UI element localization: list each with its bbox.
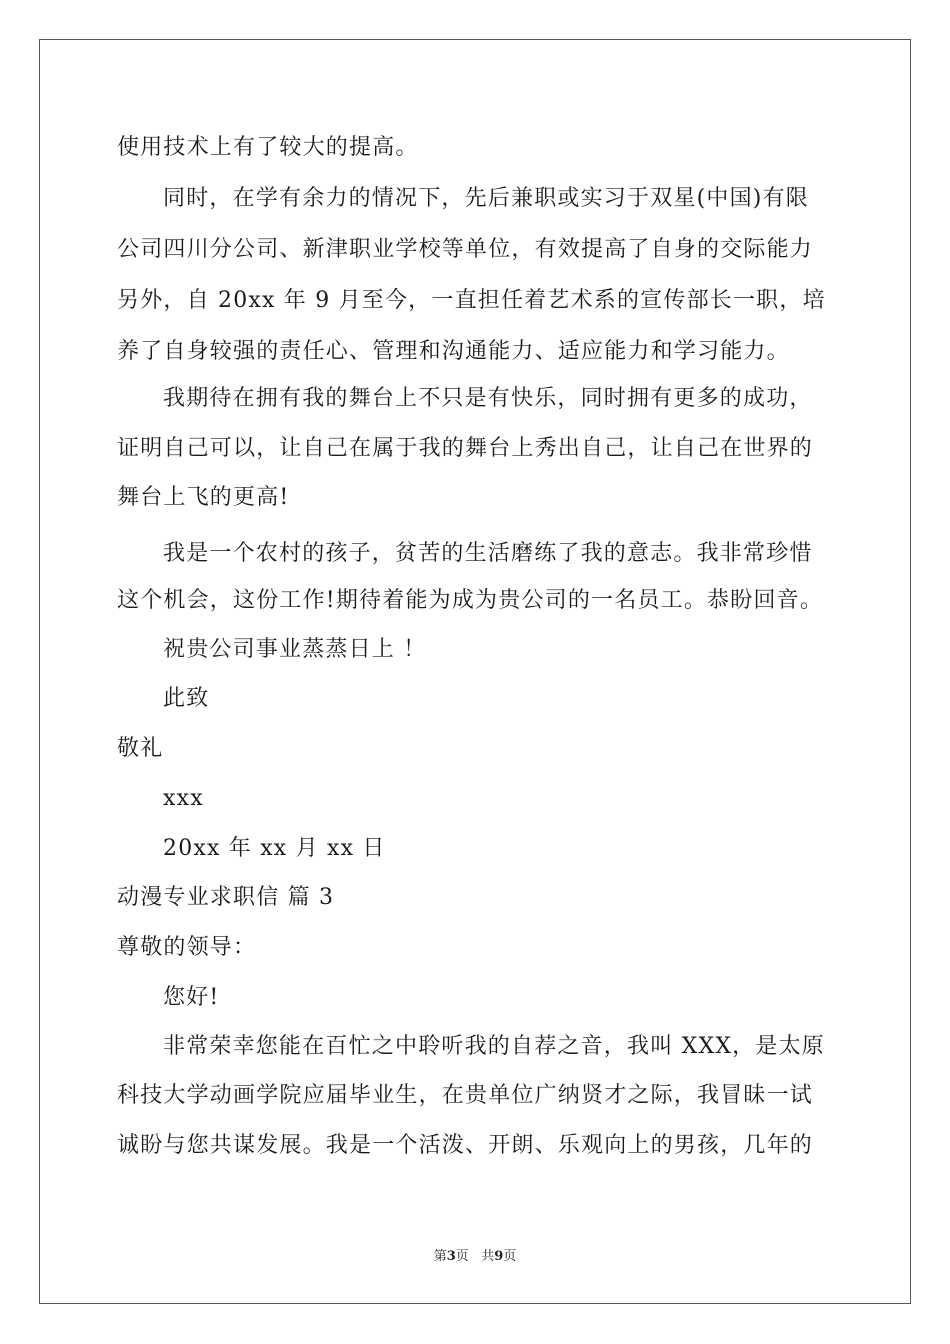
signature-date: 20xx 年 xx 月 xx 日 (163, 836, 386, 861)
page-suffix: 页 (455, 1249, 469, 1264)
body-line: 公司四川分公司、新津职业学校等单位，有效提高了自身的交际能力 (117, 237, 814, 262)
body-line: 这个机会，这份工作!期待着能为成为贵公司的一名员工。恭盼回音。 (117, 588, 824, 613)
page-prefix: 第 (433, 1249, 447, 1264)
body-line: 非常荣幸您能在百忙之中聆听我的自荐之音，我叫 XXX，是太原 (163, 1034, 825, 1059)
greeting-line: 祝贵公司事业蒸蒸日上 ！ (163, 637, 427, 662)
body-line: 舞台上飞的更高! (117, 485, 290, 510)
body-line: 科技大学动画学院应届毕业生，在贵单位广纳贤才之际，我冒昧一试 (117, 1083, 814, 1108)
body-line: 同时，在学有余力的情况下，先后兼职或实习于双星(中国)有限 (163, 186, 809, 211)
total-prefix: 共 (481, 1249, 495, 1264)
total-suffix: 页 (503, 1249, 517, 1264)
signature-name: xxx (163, 786, 204, 811)
page-frame (39, 39, 911, 1304)
closing-line: 敬礼 (117, 736, 164, 761)
greeting-line: 您好! (163, 985, 220, 1010)
section-title: 动漫专业求职信 篇 3 (117, 885, 335, 910)
body-line: 诚盼与您共谋发展。我是一个活泼、开朗、乐观向上的男孩，几年的 (117, 1133, 814, 1158)
closing-line: 此致 (163, 686, 210, 711)
body-line: 另外，自 20xx 年 9 月至今，一直担任着艺术系的宣传部长一职，培 (117, 288, 826, 313)
page-number: 3 (446, 1249, 456, 1264)
body-line: 使用技术上有了较大的提高。 (117, 135, 419, 160)
body-line: 证明自己可以，让自己在属于我的舞台上秀出自己，让自己在世界的 (117, 436, 814, 461)
page-footer (0, 1249, 950, 1265)
total-pages: 9 (494, 1249, 504, 1264)
body-line: 我是一个农村的孩子，贫苦的生活磨练了我的意志。我非常珍惜 (163, 541, 813, 566)
body-line: 养了自身较强的责任心、管理和沟通能力、适应能力和学习能力。 (117, 339, 790, 364)
body-line: 我期待在拥有我的舞台上不只是有快乐，同时拥有更多的成功， (163, 386, 813, 411)
salutation: 尊敬的领导： (117, 935, 257, 960)
